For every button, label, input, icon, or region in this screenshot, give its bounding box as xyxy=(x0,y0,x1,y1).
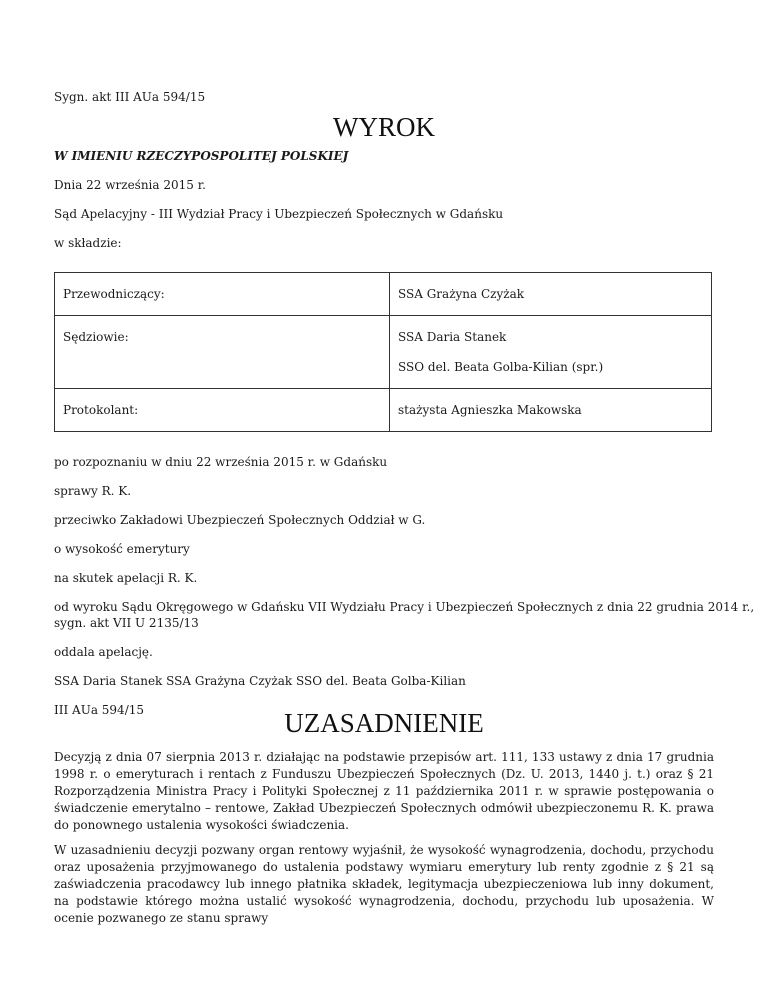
case-signature: Sygn. akt III AUa 594/15 xyxy=(54,90,206,104)
lower-court-line: od wyroku Sądu Okręgowego w Gdańsku VII Wydziału Pracy i Ubezpieczeń Społecznych z dnia 22 grudnia 2014 r., xyxy=(54,600,755,614)
names-cell xyxy=(390,389,712,432)
table-row xyxy=(55,389,712,432)
subject-line: o wysokość emerytury xyxy=(54,542,190,556)
appeal-line: na skutek apelacji R. K. xyxy=(54,571,198,585)
justification-paragraph: Decyzją z dnia 07 sierpnia 2013 r. działając na podstawie przepisów art. 111, 133 ustawy z dnia 17 grudnia 1998 r. o emeryturach i rentach z Funduszu Ubezpieczeń Społecznych (Dz. U. 2013, 1440 j. t.) oraz § 21 Rozporządzenia Ministra Pracy i Polityki Społecznej z 11 października 2011 r. w sprawie postępowania o świadczenie emerytalno – rentowe, Zakład Ubezpieczeń Społecznych odmówił ubezpieczonemu R. K. prawa do ponownego ustalenia wysokości świadczenia. xyxy=(54,750,714,832)
justification-paragraph: W uzasadnieniu decyzji pozwany organ rentowy wyjaśnił, że wysokość wynagrodzenia, dochodu, przychodu oraz uposażenia przyjmowanego do ustalenia podstawy wymiaru emerytury lub renty zgodnie z § 21 są zaświadczenia pracodawcy lub innego płatnika składek, legitymacja ubezpieczeniowa lub inny dokument, na podstawie którego można ustalić wysokość wynagrodzenia, dochodu, przychodu lub uposażenia. W ocenie pozwanego ze stanu sprawy xyxy=(54,843,714,925)
composition-table xyxy=(54,272,712,432)
court-name: Sąd Apelacyjny - III Wydział Pracy i Ubezpieczeń Społecznych w Gdańsku xyxy=(54,207,504,221)
judgment-subtitle: W IMIENIU RZECZYPOSPOLITEJ POLSKIEJ xyxy=(54,149,349,163)
judge-name: SSA Grażyna Czyżak xyxy=(398,287,525,301)
hearing-line: po rozpoznaniu w dniu 22 września 2015 r. w Gdańsku xyxy=(54,455,388,469)
defendant-line: przeciwko Zakładowi Ubezpieczeń Społecznych Oddział w G. xyxy=(54,513,426,527)
role-cell xyxy=(55,316,390,389)
judge-name: SSO del. Beata Golba-Kilian (spr.) xyxy=(398,360,604,374)
composition-intro: w składzie: xyxy=(54,236,122,250)
role-label: Protokolant: xyxy=(63,403,139,417)
lower-court-signature: sygn. akt VII U 2135/13 xyxy=(54,616,199,630)
judge-name: SSA Daria Stanek xyxy=(398,330,507,344)
case-party-line: sprawy R. K. xyxy=(54,484,132,498)
judgment-title: WYROK xyxy=(333,112,435,142)
names-cell xyxy=(390,316,712,389)
role-label: Przewodniczący: xyxy=(63,287,165,301)
justification-title: UZASADNIENIE xyxy=(284,708,484,738)
table-row xyxy=(55,316,712,389)
role-cell xyxy=(55,389,390,432)
table-row xyxy=(55,273,712,316)
role-cell xyxy=(55,273,390,316)
names-cell xyxy=(390,273,712,316)
clerk-name: stażysta Agnieszka Makowska xyxy=(398,403,582,417)
role-label: Sędziowie: xyxy=(63,330,129,344)
judgment-date: Dnia 22 września 2015 r. xyxy=(54,178,206,192)
ruling-line: oddala apelację. xyxy=(54,645,153,659)
signatures-line: SSA Daria Stanek SSA Grażyna Czyżak SSO del. Beata Golba-Kilian xyxy=(54,674,466,688)
case-signature-2: III AUa 594/15 xyxy=(54,703,144,717)
